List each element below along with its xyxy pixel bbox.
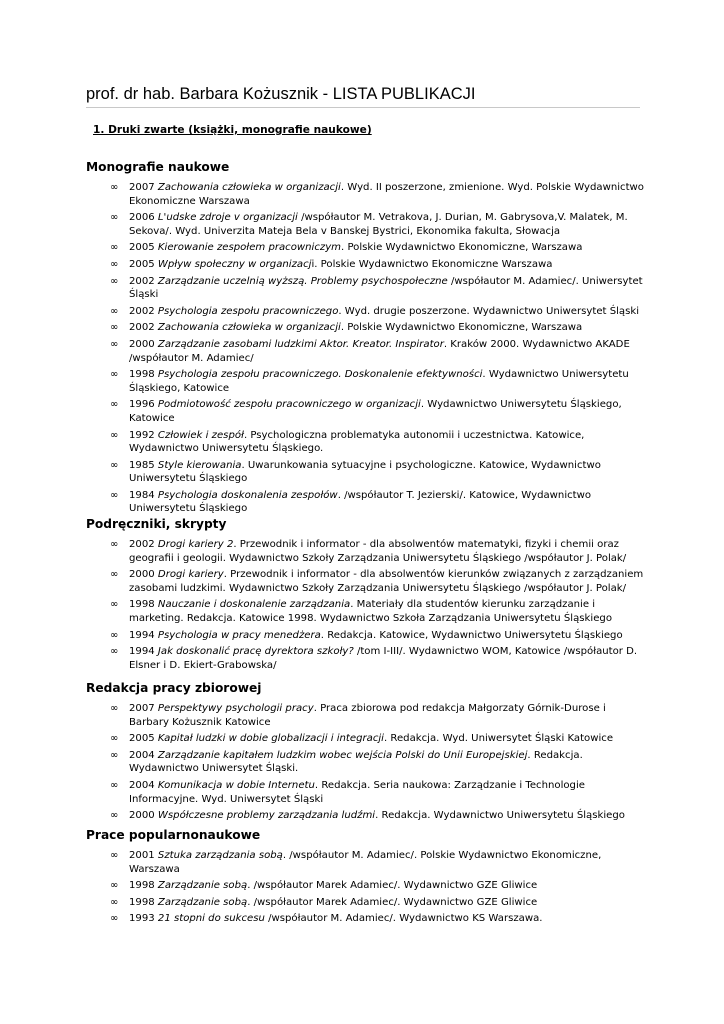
publication-details: . Psychologiczna problematyka autonomii i uczestnictwa. Katowice, Wydawnictwo Uniwersytetu Śląskiego.: [129, 429, 585, 455]
section-popularnonaukowe: [86, 828, 646, 929]
publication-item: [86, 338, 646, 365]
publication-item: [86, 568, 646, 595]
publication-title: Perspektywy psychologii pracy: [157, 703, 314, 714]
publication-year: 1993: [129, 913, 155, 925]
publication-item: [86, 181, 646, 208]
publication-details: . /współautor Marek Adamiec/. Wydawnictwo GZE Gliwice: [247, 880, 538, 892]
publication-title: Współczesne problemy zarządzania ludźmi: [157, 810, 376, 822]
infinity-bullet-icon: ∞: [110, 489, 119, 501]
publication-title: Jak doskonalić pracę dyrektora szkoły?: [157, 646, 354, 658]
publication-details: . Redakcja. Seria naukowa: Zarządzanie i Technologie Informacyjne. Wyd. Uniwersytet Śląski: [129, 779, 585, 805]
publication-item: [86, 598, 646, 625]
publication-year: 2001: [129, 850, 155, 861]
publication-item: [86, 809, 646, 823]
publication-title: Zarządzanie sobą: [157, 880, 248, 892]
publication-year: 1985: [129, 459, 155, 471]
publication-details: /tom I-III/. Wydawnictwo WOM, Katowice /współautor D. Elsner i D. Ekiert-Grabowska/: [129, 646, 638, 671]
publication-item: [86, 489, 646, 516]
publication-title: Kierowanie zespołem pracowniczym: [157, 242, 342, 254]
infinity-bullet-icon: ∞: [110, 399, 119, 411]
publication-title: Zarządzanie sobą: [157, 896, 248, 908]
infinity-bullet-icon: ∞: [110, 258, 119, 270]
publication-details: . Uwarunkowania sytuacyjne i psychologiczne. Katowice, Wydawnictwo Uniwersytetu Śląskiego: [129, 459, 601, 485]
infinity-bullet-icon: ∞: [110, 810, 119, 822]
publication-year: 1994: [129, 646, 155, 658]
publication-details: . Wydawnictwo Uniwersytetu Śląskiego, Katowice: [129, 369, 629, 394]
publication-item: [86, 368, 646, 395]
publication-title: Człowiek i zespół: [157, 429, 244, 441]
publication-title: Drogi kariery 2: [157, 539, 234, 550]
publication-title: Psychologia zespołu pracowniczego. Doskonalenie efektywności: [157, 369, 483, 381]
section-redakcja: [86, 681, 646, 826]
publication-title: Psychologia zespołu pracowniczego: [157, 305, 339, 317]
publication-year: 1998: [129, 599, 155, 611]
infinity-bullet-icon: ∞: [110, 429, 119, 441]
publication-title: Komunikacja w dobie Internetu: [157, 779, 315, 791]
infinity-bullet-icon: ∞: [110, 305, 119, 317]
publication-details: /współautor M. Vetrakova, J. Durian, M. Gabrysova,V. Malatek, M. Sekova/. Wyd. Univerzita Mateja Bela v Banskej Bystrici, Ekonomika fakulta, Słowacja: [129, 212, 628, 237]
infinity-bullet-icon: ∞: [110, 733, 119, 745]
publication-title: Psychologia doskonalenia zespołów: [157, 489, 338, 501]
section-heading: Podręczniki, skrypty: [86, 517, 227, 531]
publication-item: [86, 459, 646, 486]
publication-item: [86, 258, 646, 272]
publication-title: Zachowania człowieka w organizacji: [157, 182, 341, 193]
publication-item: [86, 429, 646, 456]
publication-year: 1992: [129, 429, 155, 441]
publication-year: 1998: [129, 896, 155, 908]
publication-details: . Polskie Wydawnictwo Ekonomiczne, Warszawa: [340, 322, 583, 334]
publication-year: 2007: [129, 703, 155, 714]
publication-title: Sztuka zarządzania sobą: [157, 850, 283, 861]
publication-year: 2002: [129, 275, 155, 287]
section-monografie: [86, 160, 646, 519]
infinity-bullet-icon: ∞: [110, 749, 119, 761]
publication-details: . Wydawnictwo Uniwersytetu Śląskiego, Katowice: [129, 399, 622, 424]
publication-year: 2000: [129, 338, 155, 350]
publication-title: L'udske zdroje v organizacji: [157, 212, 298, 224]
infinity-bullet-icon: ∞: [110, 646, 119, 658]
publication-item: [86, 879, 646, 893]
infinity-bullet-icon: ∞: [110, 338, 119, 350]
infinity-bullet-icon: ∞: [110, 913, 119, 925]
publication-item: [86, 749, 646, 776]
publication-item: [86, 398, 646, 425]
publication-year: 2005: [129, 733, 155, 745]
publication-details: . /współautor T. Jezierski/. Katowice, Wydawnictwo Uniwersytetu Śląskiego: [129, 489, 592, 515]
infinity-bullet-icon: ∞: [110, 629, 119, 641]
publication-details: . Wyd. drugie poszerzone. Wydawnictwo Uniwersytet Śląski: [338, 305, 640, 317]
publication-year: 2004: [129, 749, 155, 761]
publication-item: [86, 849, 646, 876]
publication-item: [86, 896, 646, 910]
publication-details: . Polskie Wydawnictwo Ekonomiczne, Warszawa: [341, 242, 583, 254]
publication-year: 1994: [129, 629, 155, 641]
infinity-bullet-icon: ∞: [110, 599, 119, 611]
publication-year: 2002: [129, 305, 155, 317]
publication-item: [86, 912, 646, 926]
publication-details: . Redakcja. Katowice, Wydawnictwo Uniwersytetu Śląskiego: [320, 629, 623, 641]
infinity-bullet-icon: ∞: [110, 182, 119, 193]
section-podreczniki: [86, 517, 646, 675]
publication-title: Style kierowania: [157, 459, 242, 471]
publication-details: /współautor M. Adamiec/. Wydawnictwo KS Warszawa.: [264, 913, 543, 925]
publication-title: Podmiotowość zespołu pracowniczego w organizacji: [157, 399, 421, 411]
publication-year: 2000: [129, 810, 155, 822]
publication-title: Zachowania człowieka w organizacji: [157, 322, 341, 334]
publication-details: . Przewodnik i informator - dla absolwentów kierunków związanych z zarządzaniem zasobami ludzkimi. Wydawnictwo Szkoły Zarządzania Uniwersytetu Śląskiego /współautor J. Polak/: [129, 569, 644, 594]
publication-year: 2002: [129, 322, 155, 334]
publication-details: . /współautor M. Adamiec/. Polskie Wydawnictwo Ekonomiczne, Warszawa: [129, 850, 602, 875]
title-divider: [86, 107, 640, 108]
section-heading: Redakcja pracy zbiorowej: [86, 681, 262, 695]
infinity-bullet-icon: ∞: [110, 322, 119, 334]
infinity-bullet-icon: ∞: [110, 459, 119, 471]
chapter-heading: 1. Druki zwarte (książki, monografie naukowe): [93, 124, 372, 136]
publication-list: [86, 181, 646, 516]
publication-list: [86, 538, 646, 672]
publication-details: . Redakcja. Wydawnictwo Uniwersytetu Śląskiego: [375, 810, 625, 822]
infinity-bullet-icon: ∞: [110, 703, 119, 714]
page-title: prof. dr hab. Barbara Kożusznik - LISTA PUBLIKACJI: [86, 85, 476, 103]
publication-item: [86, 779, 646, 806]
publication-item: [86, 321, 646, 335]
publication-title: Drogi kariery: [157, 569, 224, 581]
publication-title: Zarządzanie kapitałem ludzkim wobec wejścia Polski do Unii Europejskiej: [157, 749, 528, 761]
publication-item: [86, 211, 646, 238]
publication-title: Wpływ społeczny w organizacj: [157, 258, 312, 270]
infinity-bullet-icon: ∞: [110, 850, 119, 861]
publication-title: Zarządzanie uczelnią wyższą. Problemy psychospołeczne: [157, 275, 448, 287]
publication-details: i. Polskie Wydawnictwo Ekonomiczne Warszawa: [311, 258, 553, 270]
publication-title: Kapitał ludzki w dobie globalizacji i integracji: [157, 733, 384, 745]
publication-title: Zarządzanie zasobami ludzkimi Aktor. Kreator. Inspirator: [157, 338, 444, 350]
publication-year: 2004: [129, 779, 155, 791]
publication-year: 1996: [129, 399, 155, 411]
section-heading: Monografie naukowe: [86, 160, 230, 174]
infinity-bullet-icon: ∞: [110, 369, 119, 381]
publication-item: [86, 645, 646, 672]
infinity-bullet-icon: ∞: [110, 539, 119, 550]
publication-year: 1998: [129, 369, 155, 381]
section-heading: Prace popularnonaukowe: [86, 828, 261, 842]
publication-list: [86, 849, 646, 926]
publication-year: 2007: [129, 182, 155, 193]
publication-year: 2005: [129, 258, 155, 270]
publication-year: 1998: [129, 880, 155, 892]
publication-details: . Materiały dla studentów kierunku zarządzanie i marketing. Redakcja. Katowice 1998. Wydawnictwo Szkoła Zarządzania Uniwersytetu Śląskiego: [129, 599, 612, 624]
publication-title: 21 stopni do sukcesu: [157, 913, 265, 925]
publication-details: /współautor M. Adamiec/. Uniwersytet Śląski: [129, 275, 643, 301]
publication-details: . Praca zbiorowa pod redakcja Małgorzaty Górnik-Durose i Barbary Kożusznik Katowice: [129, 703, 606, 728]
publication-details: . Przewodnik i informator - dla absolwentów matematyki, fizyki i chemii oraz geografii i geologii. Wydawnictwo Szkoły Zarządzania Uniwersytetu Śląskiego /współautor J. Polak/: [129, 539, 627, 564]
publication-year: 2000: [129, 569, 155, 581]
infinity-bullet-icon: ∞: [110, 242, 119, 254]
publication-item: [86, 241, 646, 255]
publication-year: 1984: [129, 489, 155, 501]
publication-details: . Redakcja. Wyd. Uniwersytet Śląski Katowice: [384, 733, 614, 745]
publication-details: . Wyd. II poszerzone, zmienione. Wyd. Polskie Wydawnictwo Ekonomiczne Warszawa: [129, 182, 644, 207]
infinity-bullet-icon: ∞: [110, 569, 119, 581]
publication-details: . /współautor Marek Adamiec/. Wydawnictwo GZE Gliwice: [247, 896, 538, 908]
publication-list: [86, 702, 646, 823]
publication-item: [86, 538, 646, 565]
infinity-bullet-icon: ∞: [110, 275, 119, 287]
publication-item: [86, 629, 646, 643]
publication-item: [86, 732, 646, 746]
publication-item: [86, 305, 646, 319]
publication-item: [86, 702, 646, 729]
publication-year: 2006: [129, 212, 155, 224]
publication-year: 2005: [129, 242, 155, 254]
publication-year: 2002: [129, 539, 155, 550]
publication-details: . Kraków 2000. Wydawnictwo AKADE /współautor M. Adamiec/: [129, 338, 630, 364]
infinity-bullet-icon: ∞: [110, 212, 119, 224]
publication-details: . Redakcja. Wydawnictwo Uniwersytet Śląski.: [129, 749, 583, 775]
infinity-bullet-icon: ∞: [110, 896, 119, 908]
publication-title: Psychologia w pracy menedżera: [157, 629, 321, 641]
publication-item: [86, 275, 646, 302]
infinity-bullet-icon: ∞: [110, 779, 119, 791]
infinity-bullet-icon: ∞: [110, 880, 119, 892]
publication-title: Nauczanie i doskonalenie zarządzania: [157, 599, 351, 611]
